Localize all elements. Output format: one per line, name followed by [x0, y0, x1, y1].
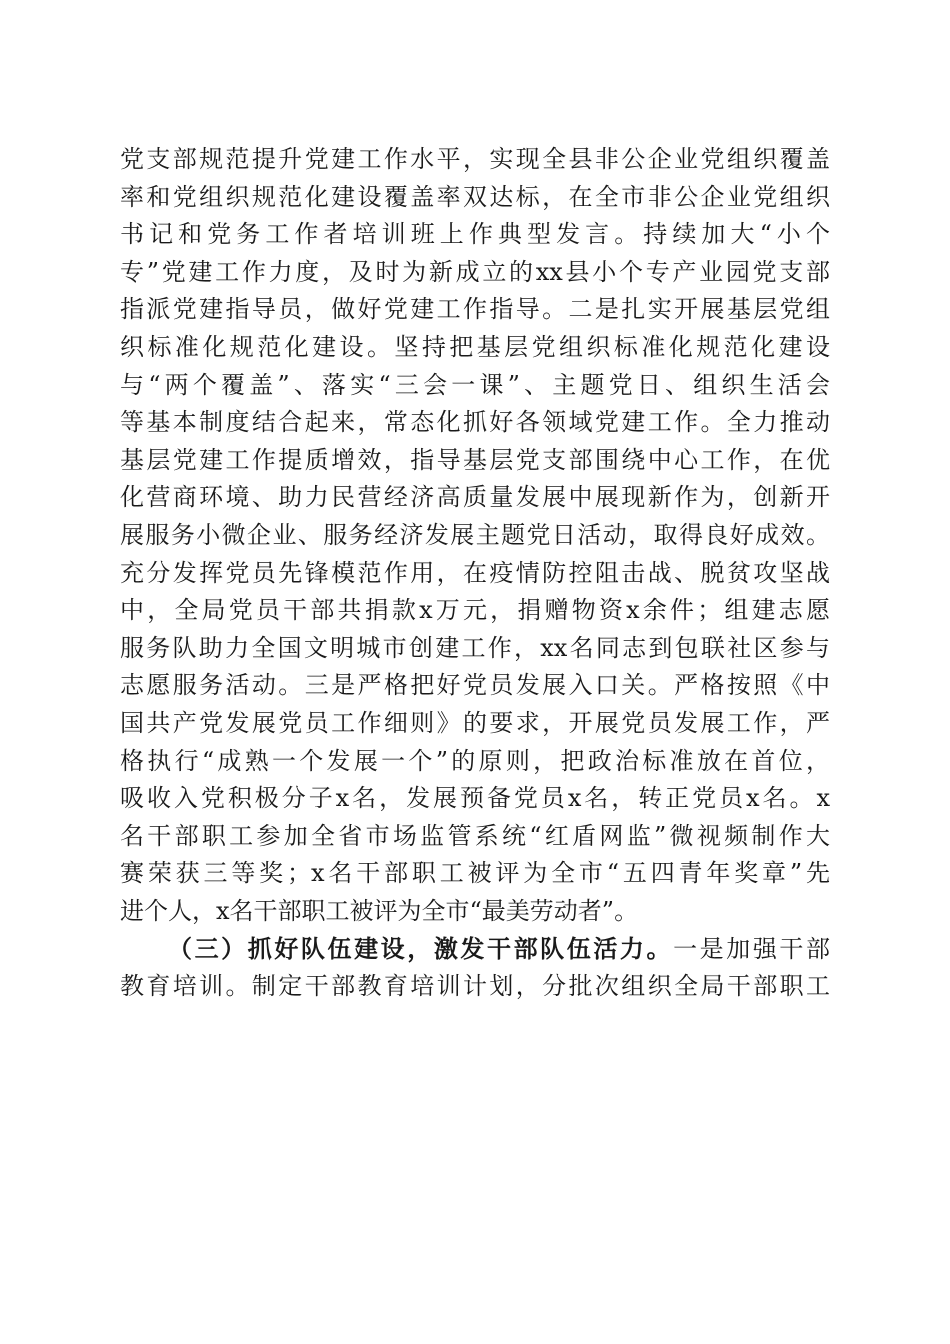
text-line-2: 率和党组织规范化建设覆盖率双达标，在全市非公企业党组织: [120, 182, 830, 211]
text-line-16: 国共产党发展党员工作细则》的要求，开展党员发展工作，严: [120, 708, 830, 737]
text-line-3: 书记和党务工作者培训班上作典型发言。持续加大“小个: [120, 220, 830, 249]
text-line-18: 吸收入党积极分子x名，发展预备党员x名，转正党员x名。x: [120, 784, 830, 813]
text-line-19: 名干部职工参加全省市场监管系统“红盾网监”微视频制作大: [120, 821, 830, 850]
text-line-5: 指派党建指导员，做好党建工作指导。二是扎实开展基层党组: [120, 295, 830, 324]
section-3-heading: （三）抓好队伍建设，激发干部队伍活力。: [168, 934, 674, 964]
text-line-7: 与“两个覆盖”、落实“三会一课”、主题党日、组织生活会: [120, 370, 830, 399]
text-line-8: 等基本制度结合起来，常态化抓好各领域党建工作。全力推动: [120, 408, 830, 437]
section-3-first-line-rest: 一是加强干部: [673, 935, 831, 964]
body-text: [120, 141, 830, 1006]
text-line-10: 化营商环境、助力民营经济高质量发展中展现新作为，创新开: [120, 483, 830, 512]
text-line-21: 进个人，x名干部职工被评为全市“最美劳动者”。: [120, 896, 639, 925]
section-3-first-line: [120, 930, 830, 968]
text-line-12: 充分发挥党员先锋模范作用，在疫情防控阻击战、脱贫攻坚战: [120, 558, 830, 587]
text-line-15: 志愿服务活动。三是严格把好党员发展入口关。严格按照《中: [120, 671, 830, 700]
text-line-11: 展服务小微企业、服务经济发展主题党日活动，取得良好成效。: [120, 520, 830, 549]
text-line-20: 赛荣获三等奖；x名干部职工被评为全市“五四青年奖章”先: [120, 859, 830, 888]
text-line-13: 中，全局党员干部共捐款x万元，捐赠物资x余件；组建志愿: [120, 596, 830, 625]
section-3-second-line: 教育培训。制定干部教育培训计划，分批次组织全局干部职工: [120, 972, 830, 1001]
text-line-6: 织标准化规范化建设。坚持把基层党组织标准化规范化建设: [120, 332, 830, 361]
text-line-9: 基层党建工作提质增效，指导基层党支部围绕中心工作，在优: [120, 445, 830, 474]
text-line-4: 专”党建工作力度，及时为新成立的xx县小个专产业园党支部: [120, 257, 830, 286]
text-line-14: 服务队助力全国文明城市创建工作，xx名同志到包联社区参与: [120, 633, 830, 662]
text-line-17: 格执行“成熟一个发展一个”的原则，把政治标准放在首位，: [120, 746, 830, 775]
text-line-1: 党支部规范提升党建工作水平，实现全县非公企业党组织覆盖: [120, 145, 830, 173]
